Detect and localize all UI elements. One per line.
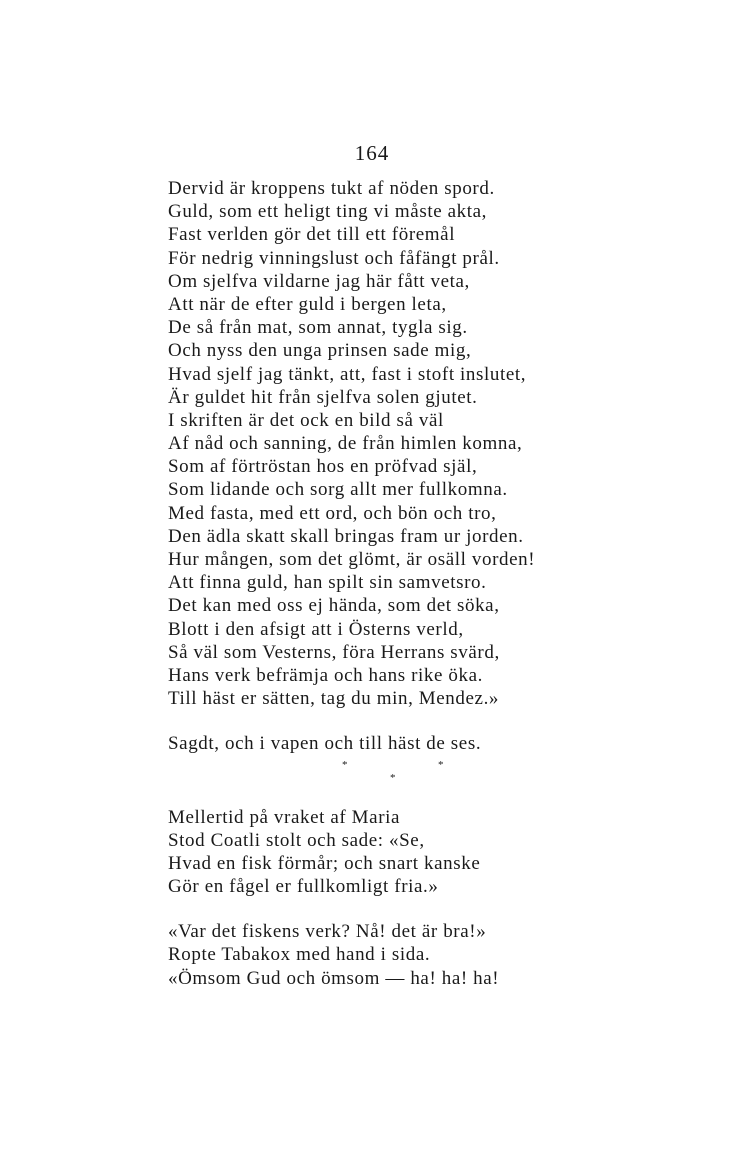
verse-line: Blott i den afsigt att i Österns verld, xyxy=(168,618,464,640)
stanza-coatli xyxy=(168,806,708,899)
verse-line: Af nåd och sanning, de från himlen komna, xyxy=(168,433,523,455)
stanza-speech xyxy=(168,177,708,710)
verse-line: Att när de efter guld i bergen leta, xyxy=(168,293,447,315)
verse-line: Stod Coatli stolt och sade: «Se, xyxy=(168,829,425,851)
stanza-narration xyxy=(168,732,708,755)
stanza-gap xyxy=(168,898,708,920)
verse-line: Mellertid på vraket af Maria xyxy=(168,806,401,828)
verse-line: I skriften är det ock en bild så väl xyxy=(168,409,444,431)
verse-line: Att finna guld, han spilt sin samvetsro. xyxy=(168,572,487,594)
verse-line: Den ädla skatt skall bringas fram ur jorden. xyxy=(168,525,524,547)
verse-line: De så från mat, som annat, tygla sig. xyxy=(168,317,468,339)
section-separator xyxy=(168,756,708,796)
verse-line: Som af förtröstan hos en pröfvad själ, xyxy=(168,456,478,478)
verse-line: «Var det fiskens verk? Nå! det är bra!» xyxy=(168,921,487,943)
poem-text xyxy=(168,177,708,990)
stanza-gap xyxy=(168,710,708,732)
verse-line: Guld, som ett heligt ting vi måste akta, xyxy=(168,201,487,223)
verse-line: Hvad sjelf jag tänkt, att, fast i stoft inslutet, xyxy=(168,363,527,385)
verse-line: Hvad en fisk förmår; och snart kanske xyxy=(168,852,481,874)
separator-star: * xyxy=(390,771,396,784)
verse-line: Med fasta, med ett ord, och bön och tro, xyxy=(168,502,497,524)
page-number: 164 xyxy=(354,141,390,165)
stanza-gap xyxy=(168,796,708,806)
verse-line: Dervid är kroppens tukt af nöden spord. xyxy=(168,178,495,199)
verse-line: Till häst er sätten, tag du min, Mendez.» xyxy=(168,688,500,710)
verse-line: Gör en fågel er fullkomligt fria.» xyxy=(168,876,439,898)
verse-line: Ropte Tabakox med hand i sida. xyxy=(168,944,431,966)
verse-line: Så väl som Vesterns, föra Herrans svärd, xyxy=(168,641,500,663)
verse-line: Hans verk befrämja och hans rike öka. xyxy=(168,664,484,686)
verse-line: Om sjelfva vildarne jag här fått veta, xyxy=(168,270,470,292)
verse-line: Sagdt, och i vapen och till häst de ses. xyxy=(168,733,482,755)
separator-star: * xyxy=(342,758,348,771)
verse-line: Som lidande och sorg allt mer fullkomna. xyxy=(168,479,508,501)
verse-line: Det kan med oss ej hända, som det söka, xyxy=(168,595,500,617)
verse-line: Fast verlden gör det till ett föremål xyxy=(168,224,456,246)
verse-line: Är guldet hit från sjelfva solen gjutet. xyxy=(168,386,478,408)
verse-line: Hur mången, som det glömt, är osäll vorden! xyxy=(168,549,536,570)
verse-line: «Ömsom Gud och ömsom — ha! ha! ha! xyxy=(168,967,500,989)
verse-line: För nedrig vinningslust och fåfängt prål. xyxy=(168,247,500,269)
separator-star: * xyxy=(438,758,444,771)
verse-line: Och nyss den unga prinsen sade mig, xyxy=(168,340,472,362)
stanza-tabakox xyxy=(168,920,708,990)
